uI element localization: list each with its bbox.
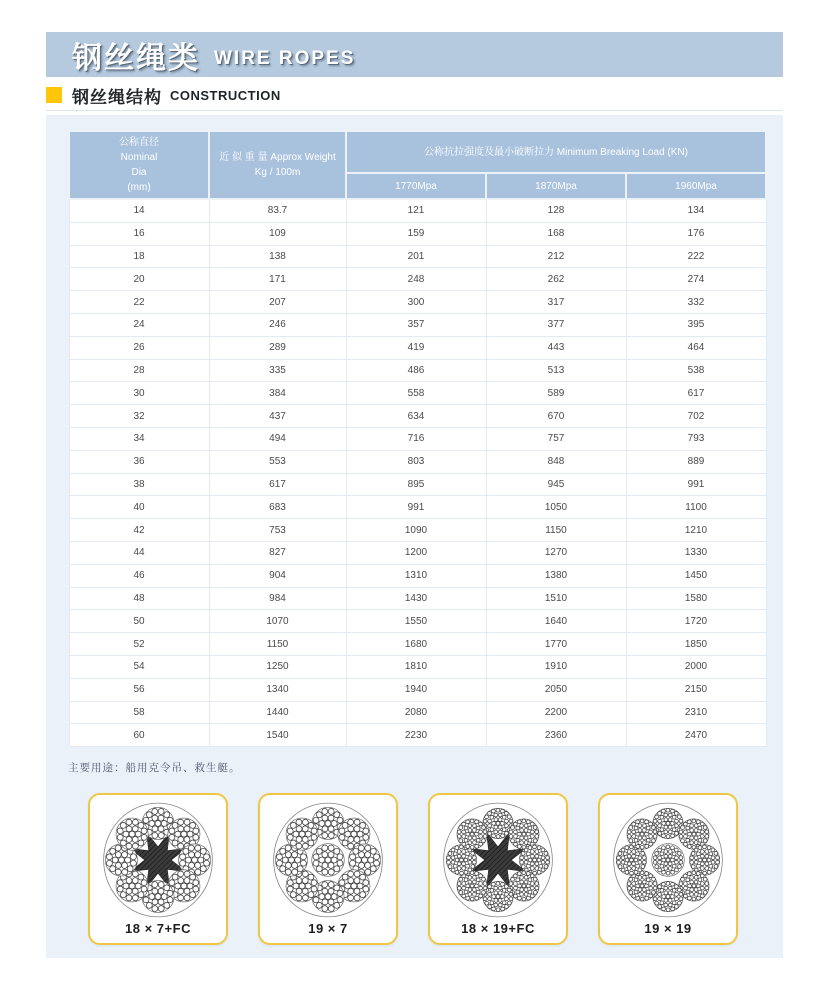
table-cell: 803 [346, 450, 486, 473]
table-row [69, 610, 766, 633]
table-cell: 683 [209, 496, 346, 519]
table-cell: 20 [69, 268, 209, 291]
usage-note: 主要用途：船用克令吊、救生艇。 [68, 762, 241, 774]
table-cell: 1640 [486, 610, 626, 633]
table-cell: 513 [486, 359, 626, 382]
table-cell: 1770 [486, 633, 626, 656]
table-cell: 848 [486, 450, 626, 473]
table-cell: 1910 [486, 655, 626, 678]
table-cell: 18 [69, 245, 209, 268]
table-cell: 889 [626, 450, 766, 473]
col-header-approx-weight [209, 131, 346, 199]
table-cell: 904 [209, 564, 346, 587]
rope-cross-section-diagram [437, 797, 559, 928]
table-cell: 1450 [626, 564, 766, 587]
rope-card [428, 793, 568, 945]
table-cell: 24 [69, 313, 209, 336]
table-cell: 201 [346, 245, 486, 268]
rope-cross-section-diagram [97, 797, 219, 928]
table-cell: 589 [486, 382, 626, 405]
table-cell: 558 [346, 382, 486, 405]
wire-rope-spec-table [68, 130, 767, 747]
rope-table-body [69, 199, 766, 747]
col-header-breaking-load: 公称抗拉强度及最小破断拉力 Minimum Breaking Load (KN) [346, 131, 766, 173]
table-cell: 1150 [486, 519, 626, 542]
table-cell: 1090 [346, 519, 486, 542]
table-cell: 83.7 [209, 199, 346, 222]
section-heading [46, 83, 783, 111]
table-cell: 464 [626, 336, 766, 359]
rope-card [88, 793, 228, 945]
table-cell: 22 [69, 291, 209, 314]
table-row [69, 450, 766, 473]
section-title-english: CONSTRUCTION [170, 87, 281, 103]
table-cell: 1550 [346, 610, 486, 633]
table-cell: 2000 [626, 655, 766, 678]
table-cell: 52 [69, 633, 209, 656]
table-cell: 984 [209, 587, 346, 610]
table-cell: 40 [69, 496, 209, 519]
table-row [69, 678, 766, 701]
table-cell: 1680 [346, 633, 486, 656]
table-cell: 212 [486, 245, 626, 268]
col-header-grade-1960: 1960Mpa [626, 173, 766, 199]
table-cell: 553 [209, 450, 346, 473]
table-cell: 332 [626, 291, 766, 314]
table-cell: 486 [346, 359, 486, 382]
table-cell: 207 [209, 291, 346, 314]
table-cell: 50 [69, 610, 209, 633]
table-cell: 1440 [209, 701, 346, 724]
table-cell: 1250 [209, 655, 346, 678]
table-cell: 2050 [486, 678, 626, 701]
table-cell: 895 [346, 473, 486, 496]
table-row [69, 405, 766, 428]
table-cell: 377 [486, 313, 626, 336]
table-cell: 128 [486, 199, 626, 222]
table-cell: 38 [69, 473, 209, 496]
col-header-line: Kg / 100m [254, 167, 301, 178]
table-cell: 176 [626, 222, 766, 245]
table-row [69, 724, 766, 747]
table-cell: 702 [626, 405, 766, 428]
table-cell: 1200 [346, 541, 486, 564]
table-cell: 1270 [486, 541, 626, 564]
table-cell: 159 [346, 222, 486, 245]
table-cell: 1310 [346, 564, 486, 587]
table-cell: 1430 [346, 587, 486, 610]
table-cell: 121 [346, 199, 486, 222]
col-header-line: 公称直径 [119, 137, 159, 148]
table-row [69, 336, 766, 359]
table-row [69, 541, 766, 564]
page-title-band [46, 32, 783, 77]
table-cell: 30 [69, 382, 209, 405]
table-cell: 42 [69, 519, 209, 542]
table-row [69, 427, 766, 450]
table-cell: 28 [69, 359, 209, 382]
table-cell: 1210 [626, 519, 766, 542]
table-cell: 60 [69, 724, 209, 747]
table-cell: 1580 [626, 587, 766, 610]
col-header-nominal-dia [69, 131, 209, 199]
table-cell: 538 [626, 359, 766, 382]
table-row [69, 291, 766, 314]
table-cell: 222 [626, 245, 766, 268]
table-cell: 317 [486, 291, 626, 314]
table-cell: 617 [626, 382, 766, 405]
table-cell: 32 [69, 405, 209, 428]
table-cell: 14 [69, 199, 209, 222]
table-row [69, 587, 766, 610]
table-cell: 1050 [486, 496, 626, 519]
table-cell: 248 [346, 268, 486, 291]
col-header-line: Dia [131, 167, 147, 178]
table-row [69, 222, 766, 245]
table-cell: 443 [486, 336, 626, 359]
table-cell: 1070 [209, 610, 346, 633]
table-cell: 1940 [346, 678, 486, 701]
col-header-line: (mm) [127, 182, 151, 193]
table-cell: 2080 [346, 701, 486, 724]
page-title-english: WIRE ROPES [214, 47, 356, 69]
rope-cross-section-diagram [267, 797, 389, 928]
table-row [69, 519, 766, 542]
table-cell: 991 [346, 496, 486, 519]
table-cell: 2150 [626, 678, 766, 701]
table-cell: 1810 [346, 655, 486, 678]
page-title-chinese: 钢丝绳类 [72, 41, 200, 75]
table-cell: 2360 [486, 724, 626, 747]
table-header [69, 131, 766, 199]
table-row [69, 313, 766, 336]
table-row [69, 496, 766, 519]
table-cell: 1850 [626, 633, 766, 656]
table-cell: 1150 [209, 633, 346, 656]
table-cell: 300 [346, 291, 486, 314]
rope-construction-label: 18 × 19+FC [461, 921, 535, 936]
table-row [69, 382, 766, 405]
table-cell: 991 [626, 473, 766, 496]
table-cell: 289 [209, 336, 346, 359]
table-cell: 2310 [626, 701, 766, 724]
rope-card [258, 793, 398, 945]
table-cell: 171 [209, 268, 346, 291]
table-cell: 1720 [626, 610, 766, 633]
rope-construction-label: 18 × 7+FC [125, 921, 191, 936]
col-header-grade-1770: 1770Mpa [346, 173, 486, 199]
rope-card [598, 793, 738, 945]
table-cell: 262 [486, 268, 626, 291]
table-cell: 168 [486, 222, 626, 245]
table-cell: 1540 [209, 724, 346, 747]
table-cell: 44 [69, 541, 209, 564]
table-cell: 1380 [486, 564, 626, 587]
table-cell: 753 [209, 519, 346, 542]
table-row [69, 473, 766, 496]
table-cell: 36 [69, 450, 209, 473]
rope-diagram-cards [88, 793, 738, 945]
table-row [69, 655, 766, 678]
col-header-line: 近 似 重 量 Approx Weight [219, 152, 336, 163]
table-cell: 46 [69, 564, 209, 587]
table-cell: 395 [626, 313, 766, 336]
table-cell: 2230 [346, 724, 486, 747]
table-cell: 1100 [626, 496, 766, 519]
table-cell: 384 [209, 382, 346, 405]
table-cell: 494 [209, 427, 346, 450]
table-row [69, 633, 766, 656]
table-cell: 357 [346, 313, 486, 336]
table-cell: 54 [69, 655, 209, 678]
table-cell: 274 [626, 268, 766, 291]
yellow-square-bullet-icon [46, 87, 62, 103]
table-cell: 58 [69, 701, 209, 724]
table-row [69, 564, 766, 587]
table-cell: 138 [209, 245, 346, 268]
content-panel [46, 115, 783, 958]
table-row [69, 268, 766, 291]
table-cell: 827 [209, 541, 346, 564]
table-cell: 793 [626, 427, 766, 450]
table-row [69, 199, 766, 222]
table-cell: 2470 [626, 724, 766, 747]
table-cell: 1330 [626, 541, 766, 564]
table-cell: 617 [209, 473, 346, 496]
rope-construction-label: 19 × 7 [308, 921, 348, 936]
table-cell: 670 [486, 405, 626, 428]
table-cell: 634 [346, 405, 486, 428]
table-cell: 437 [209, 405, 346, 428]
table-cell: 335 [209, 359, 346, 382]
rope-cross-section-diagram [607, 797, 729, 928]
table-cell: 716 [346, 427, 486, 450]
table-cell: 56 [69, 678, 209, 701]
table-row [69, 701, 766, 724]
table-cell: 1510 [486, 587, 626, 610]
section-title-chinese: 钢丝绳结构 [72, 87, 162, 107]
col-header-line: Nominal [120, 152, 158, 163]
table-cell: 246 [209, 313, 346, 336]
table-cell: 109 [209, 222, 346, 245]
table-cell: 1340 [209, 678, 346, 701]
table-cell: 48 [69, 587, 209, 610]
table-cell: 16 [69, 222, 209, 245]
table-cell: 757 [486, 427, 626, 450]
col-header-grade-1870: 1870Mpa [486, 173, 626, 199]
table-cell: 26 [69, 336, 209, 359]
table-cell: 34 [69, 427, 209, 450]
table-row [69, 359, 766, 382]
table-cell: 134 [626, 199, 766, 222]
rope-construction-label: 19 × 19 [644, 921, 692, 936]
table-cell: 419 [346, 336, 486, 359]
table-row [69, 245, 766, 268]
table-cell: 945 [486, 473, 626, 496]
table-cell: 2200 [486, 701, 626, 724]
